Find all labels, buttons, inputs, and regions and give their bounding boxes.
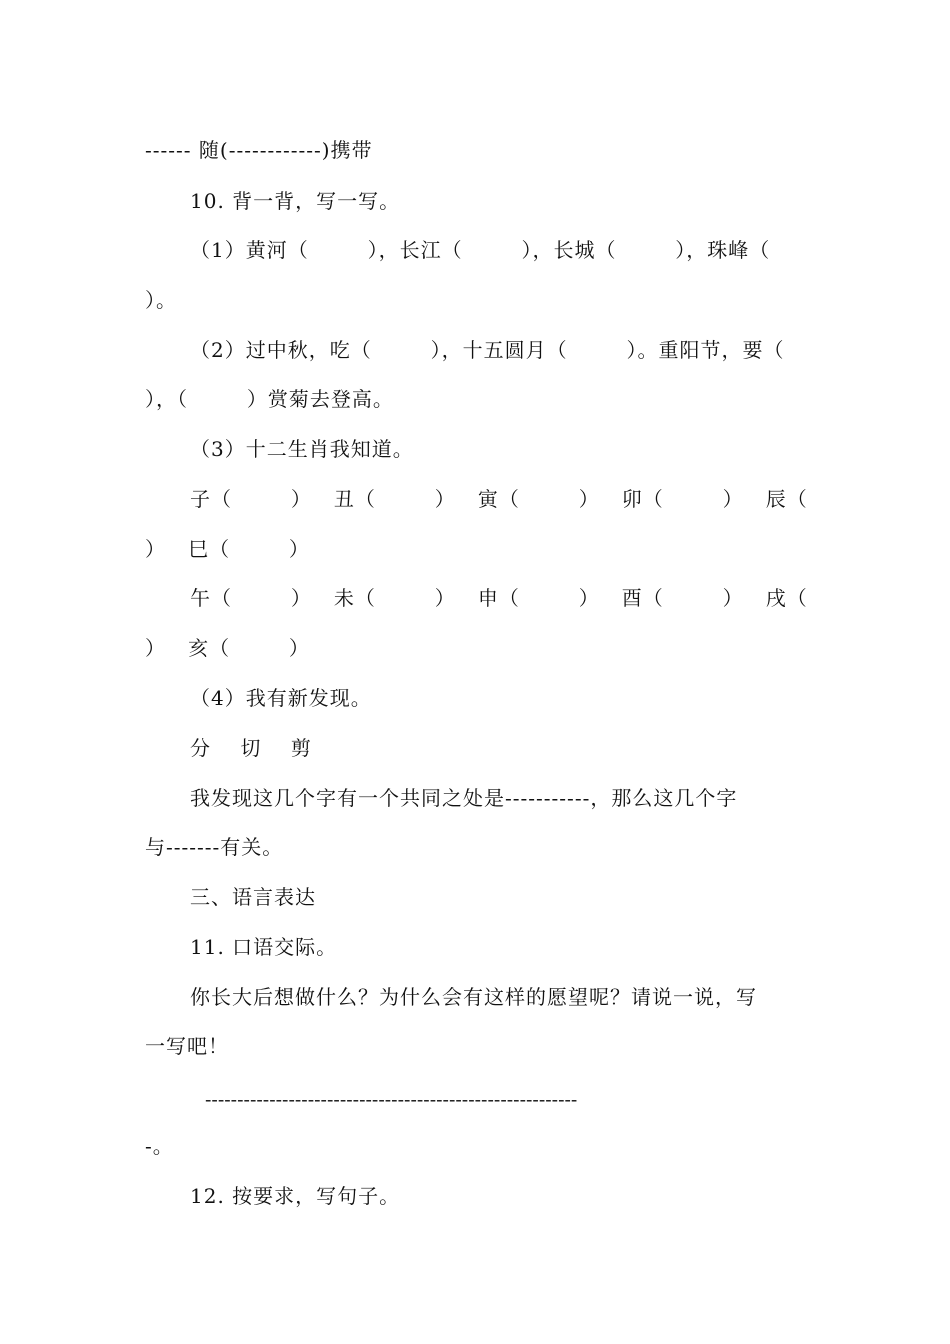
question-10-title: 10. 背一背，写一写。	[190, 189, 401, 213]
question-10-part3-title: （3）十二生肖我知道。	[190, 437, 414, 461]
zodiac-row2-line1: 午（ ） 未（ ） 申（ ） 酉（ ） 戌（	[190, 586, 808, 610]
characters-list: 分 切 剪	[190, 736, 312, 760]
discovery-line1: 我发现这几个字有一个共同之处是-----------，那么这几个字	[190, 786, 738, 810]
question-11-title: 11. 口语交际。	[190, 935, 338, 959]
zodiac-row2-line2: ） 亥（ ）	[145, 636, 310, 660]
idiom-fill-line: ------ 随(------------)携带	[145, 138, 373, 162]
section-3-heading: 三、语言表达	[190, 885, 316, 909]
zodiac-row1-line2: ） 巳（ ）	[145, 537, 310, 561]
question-10-part4-title: （4）我有新发现。	[190, 686, 372, 710]
question-10-part1-line1: （1）黄河（ ），长江（ ），长城（ ），珠峰（	[190, 238, 771, 262]
answer-blank-line[interactable]: ----------------------------------------------------------	[205, 1089, 578, 1111]
question-10-part2-line1: （2）过中秋，吃（ ），十五圆月（ ）。重阳节，要（	[190, 338, 785, 362]
zodiac-row1-line1: 子（ ） 丑（ ） 寅（ ） 卯（ ） 辰（	[190, 487, 808, 511]
answer-blank-end: -。	[145, 1134, 174, 1158]
question-11-prompt-line2: 一写吧！	[145, 1034, 229, 1058]
question-10-part2-line2: ），（ ）赏菊去登高。	[145, 387, 394, 411]
discovery-line2: 与-------有关。	[145, 835, 284, 859]
question-11-prompt-line1: 你长大后想做什么？为什么会有这样的愿望呢？请说一说，写	[190, 985, 757, 1009]
question-10-part1-line2: ）。	[145, 288, 177, 312]
question-12-title: 12. 按要求，写句子。	[190, 1184, 401, 1208]
